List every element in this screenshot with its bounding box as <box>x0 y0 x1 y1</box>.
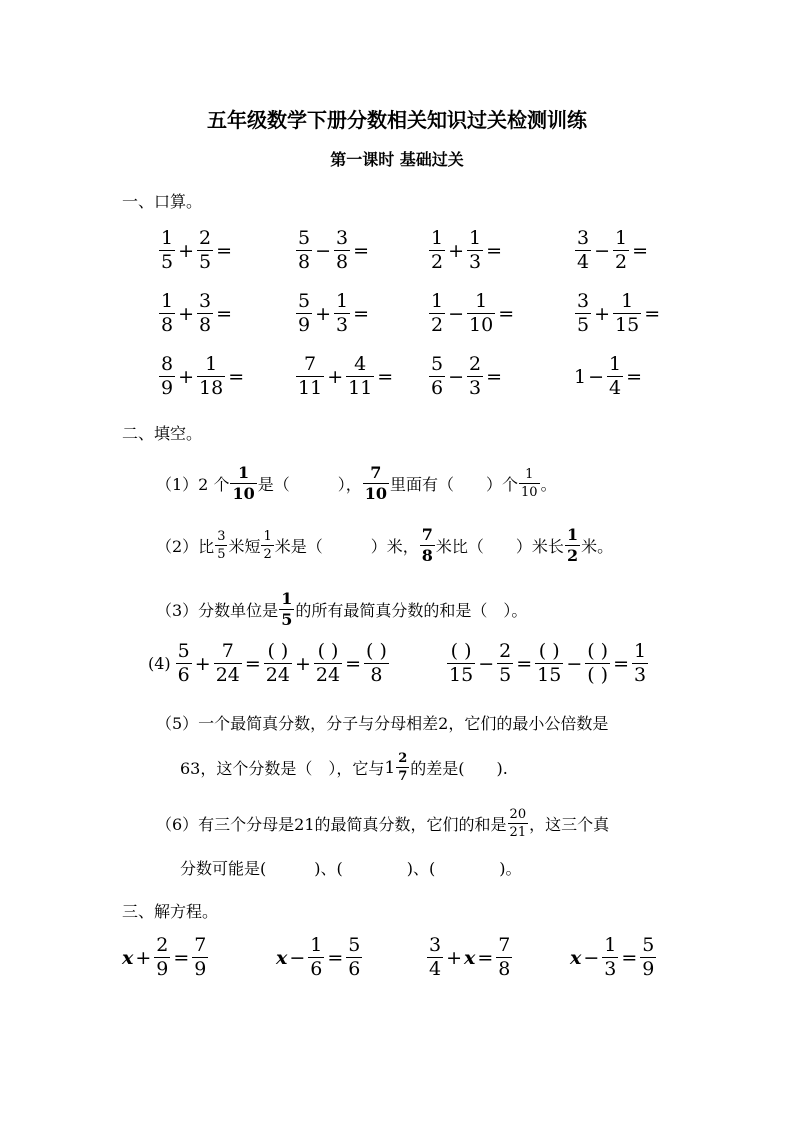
fill-question-6-line1 <box>156 808 609 839</box>
fraction <box>308 936 324 979</box>
mental-math-problem <box>574 355 644 398</box>
fraction <box>497 642 513 685</box>
denominator: 15 <box>449 664 474 686</box>
numerator-blank: ( ) <box>267 640 289 662</box>
denominator: 24 <box>315 664 341 686</box>
denominator: 3 <box>634 664 647 686</box>
fraction <box>632 642 648 685</box>
denominator: 15 <box>615 314 640 336</box>
numerator: 3 <box>577 290 590 312</box>
operator: + <box>135 946 152 969</box>
operator: − <box>478 652 495 675</box>
equals-sign: = <box>173 946 190 969</box>
numerator: 1 <box>238 463 250 482</box>
q3-text-b: 的所有最简真分数的和是（ ）。 <box>295 601 528 620</box>
denominator: 3 <box>469 251 482 273</box>
denominator: 6 <box>310 958 323 980</box>
fraction <box>296 229 312 272</box>
mental-math-problem <box>428 292 516 335</box>
fraction <box>214 642 242 685</box>
equals-sign: = <box>477 946 494 969</box>
denominator: 8 <box>421 546 433 565</box>
fraction-bar <box>519 483 540 484</box>
numerator: 3 <box>199 290 212 312</box>
equals-sign: = <box>621 946 638 969</box>
fraction <box>575 229 591 272</box>
denominator: 9 <box>194 958 207 980</box>
mental-math-problem <box>295 292 371 335</box>
denominator: 5 <box>281 610 293 629</box>
denominator: 2 <box>566 546 579 565</box>
equals-sign: = <box>516 652 533 675</box>
numerator: 5 <box>642 934 655 956</box>
equals-sign: = <box>353 302 370 325</box>
fill-question-6-line2: 分数可能是( )、( )、( )。 <box>180 859 522 878</box>
denominator: 9 <box>161 377 174 399</box>
denominator: 5 <box>217 547 226 562</box>
operator: − <box>594 239 611 262</box>
mental-math-problem <box>428 229 504 272</box>
numerator: 1 <box>281 589 293 608</box>
denominator: 10 <box>364 484 387 503</box>
fraction <box>565 527 580 564</box>
numerator: 3 <box>217 529 226 544</box>
fraction <box>467 292 495 335</box>
fill-question-2 <box>156 527 613 564</box>
numerator: 3 <box>429 934 442 956</box>
fraction <box>334 292 350 335</box>
numerator-blank: ( ) <box>538 640 560 662</box>
denominator: 8 <box>298 251 311 273</box>
equals-sign: = <box>613 652 630 675</box>
fraction <box>176 642 192 685</box>
numerator: 5 <box>348 934 361 956</box>
numerator: 1 <box>431 227 444 249</box>
fraction <box>613 229 629 272</box>
fraction-bar <box>508 823 529 824</box>
variable-x: x <box>276 946 288 969</box>
numerator: 5 <box>177 640 190 662</box>
numerator: 7 <box>421 525 433 544</box>
fraction <box>346 355 374 398</box>
operator: + <box>178 365 195 388</box>
numerator: 1 <box>431 290 444 312</box>
denominator: 24 <box>215 664 240 686</box>
denominator: 8 <box>336 251 349 273</box>
variable-x: x <box>464 946 476 969</box>
fraction <box>640 936 656 979</box>
denominator: 24 <box>265 664 290 686</box>
numerator: 1 <box>604 934 617 956</box>
denominator: 2 <box>615 251 628 273</box>
denominator: 4 <box>577 251 590 273</box>
denominator: 6 <box>348 958 361 980</box>
denominator: 5 <box>499 664 512 686</box>
q1-text-b: 是（ ）， <box>257 475 362 494</box>
fraction <box>159 229 175 272</box>
denominator: 2 <box>431 314 444 336</box>
denominator: 3 <box>336 314 349 336</box>
q3-text-a: （3）分数单位是 <box>156 601 279 620</box>
section1-heading: 一、口算。 <box>122 192 203 211</box>
fraction <box>159 292 175 335</box>
numerator: 1 <box>475 290 488 312</box>
whole-number: 1 <box>574 365 587 388</box>
numerator: 1 <box>525 467 534 482</box>
q1-text-c: 里面有（ ）个 <box>390 475 519 494</box>
fraction <box>197 292 213 335</box>
fraction <box>364 642 389 685</box>
section3-heading: 三、解方程。 <box>122 902 219 921</box>
denominator: 10 <box>469 314 494 336</box>
fraction <box>159 355 175 398</box>
equation-1 <box>122 936 209 979</box>
numerator: 7 <box>370 463 382 482</box>
numerator: 20 <box>509 807 527 822</box>
operator: + <box>178 239 195 262</box>
q5-text-a: 63，这个分数是（ ），它与 <box>180 759 385 778</box>
equals-sign: = <box>327 946 344 969</box>
q6-text-b: ，这三个真 <box>529 815 610 834</box>
operator: + <box>194 652 211 675</box>
variable-x: x <box>122 946 134 969</box>
q5-text-b: 的差是( ). <box>410 759 508 778</box>
denominator: 10 <box>521 485 538 500</box>
mental-math-problem <box>295 229 371 272</box>
denominator: 3 <box>469 377 482 399</box>
equation-2 <box>276 936 363 979</box>
numerator-blank: ( ) <box>450 640 472 662</box>
numerator: 2 <box>398 751 408 766</box>
page-subtitle: 第一课时 基础过关 <box>330 150 464 169</box>
fraction <box>585 642 610 685</box>
fraction <box>346 936 362 979</box>
denominator: 8 <box>199 314 212 336</box>
fraction <box>197 229 213 272</box>
denominator: 10 <box>232 484 255 503</box>
q4-label: (4) <box>148 654 171 673</box>
fraction <box>314 642 342 685</box>
denominator: 9 <box>156 958 169 980</box>
variable-x: x <box>570 946 582 969</box>
mental-math-problem <box>158 355 246 398</box>
mental-math-problem <box>428 355 504 398</box>
equals-sign: = <box>486 239 503 262</box>
denominator: 3 <box>604 958 617 980</box>
equals-sign: = <box>377 365 394 388</box>
numerator: 1 <box>205 353 218 375</box>
mixed-whole: 1 <box>384 757 396 778</box>
equation-3 <box>426 936 513 979</box>
denominator: 21 <box>509 825 527 840</box>
fraction <box>607 355 623 398</box>
denominator: 8 <box>370 664 383 686</box>
numerator: 5 <box>298 290 311 312</box>
fraction <box>279 591 294 628</box>
denominator: 5 <box>199 251 212 273</box>
numerator: 1 <box>566 525 579 544</box>
equals-sign: = <box>216 239 233 262</box>
q1-text-a: （1）2 个 <box>156 475 230 494</box>
operator: − <box>315 239 332 262</box>
equals-sign: = <box>498 302 515 325</box>
numerator: 8 <box>161 353 174 375</box>
fraction <box>496 936 512 979</box>
q1-text-e: 。 <box>540 475 557 494</box>
operator: − <box>448 365 465 388</box>
fraction <box>215 530 227 561</box>
fraction <box>396 752 409 783</box>
fraction <box>261 530 273 561</box>
numerator: 1 <box>469 227 482 249</box>
fraction <box>420 527 435 564</box>
numerator: 7 <box>304 353 317 375</box>
operator: + <box>448 239 465 262</box>
numerator: 1 <box>161 227 174 249</box>
equals-sign: = <box>644 302 661 325</box>
numerator: 1 <box>609 353 622 375</box>
numerator: 1 <box>634 640 647 662</box>
denominator: 4 <box>429 958 442 980</box>
fill-question-4-left <box>148 642 390 685</box>
fraction <box>467 355 483 398</box>
equals-sign: = <box>353 239 370 262</box>
numerator: 3 <box>577 227 590 249</box>
numerator: 1 <box>161 290 174 312</box>
numerator: 4 <box>354 353 367 375</box>
equation-4 <box>570 936 657 979</box>
denominator: 6 <box>431 377 444 399</box>
q2-text-g: 米。 <box>581 537 614 556</box>
numerator: 1 <box>310 934 323 956</box>
fraction <box>613 292 641 335</box>
fraction <box>535 642 563 685</box>
fraction <box>467 229 483 272</box>
page-title: 五年级数学下册分数相关知识过关检测训练 <box>207 108 587 132</box>
operator: − <box>289 946 306 969</box>
operator: + <box>446 946 463 969</box>
fraction <box>192 936 208 979</box>
mental-math-problem <box>574 292 662 335</box>
denominator: 8 <box>498 958 511 980</box>
denominator: 4 <box>609 377 622 399</box>
denominator: 2 <box>263 547 272 562</box>
equals-sign: = <box>626 365 643 388</box>
fraction <box>296 292 312 335</box>
denominator-blank: ( ) <box>587 664 609 686</box>
numerator-blank: ( ) <box>317 640 339 662</box>
denominator: 11 <box>348 377 373 399</box>
operator: + <box>315 302 332 325</box>
fraction <box>296 355 324 398</box>
fill-question-4-right <box>446 642 649 685</box>
section2-heading: 二、填空。 <box>122 424 203 443</box>
operator: + <box>327 365 344 388</box>
numerator: 3 <box>336 227 349 249</box>
fraction <box>429 229 445 272</box>
operator: − <box>588 365 605 388</box>
equals-sign: = <box>345 652 362 675</box>
fraction <box>427 936 443 979</box>
denominator: 7 <box>398 769 408 784</box>
numerator: 2 <box>469 353 482 375</box>
denominator: 2 <box>431 251 444 273</box>
equals-sign: = <box>216 302 233 325</box>
equals-sign: = <box>632 239 649 262</box>
denominator: 18 <box>199 377 224 399</box>
denominator: 9 <box>642 958 655 980</box>
mixed-number <box>384 752 410 783</box>
operator: + <box>294 652 311 675</box>
operator: − <box>566 652 583 675</box>
numerator: 2 <box>156 934 169 956</box>
denominator: 8 <box>161 314 174 336</box>
fill-question-3 <box>156 591 527 628</box>
q2-text-b: 米短 <box>228 537 261 556</box>
numerator-blank: ( ) <box>587 640 609 662</box>
mental-math-problem <box>295 355 395 398</box>
numerator: 7 <box>221 640 234 662</box>
equals-sign: = <box>486 365 503 388</box>
equals-sign: = <box>228 365 245 388</box>
fraction <box>154 936 170 979</box>
operator: + <box>178 302 195 325</box>
numerator: 5 <box>431 353 444 375</box>
fraction <box>429 355 445 398</box>
numerator: 5 <box>298 227 311 249</box>
denominator: 9 <box>298 314 311 336</box>
mental-math-problem <box>574 229 650 272</box>
fraction <box>334 229 350 272</box>
numerator: 2 <box>199 227 212 249</box>
operator: + <box>594 302 611 325</box>
operator: − <box>448 302 465 325</box>
fraction <box>429 292 445 335</box>
operator: − <box>583 946 600 969</box>
numerator: 7 <box>498 934 511 956</box>
denominator: 6 <box>177 664 190 686</box>
fill-question-1 <box>156 465 557 502</box>
numerator: 1 <box>621 290 634 312</box>
equals-sign: = <box>244 652 261 675</box>
denominator: 5 <box>577 314 590 336</box>
q2-text-c: 米是（ ）米， <box>274 537 419 556</box>
fraction <box>197 355 225 398</box>
fraction <box>508 808 529 839</box>
denominator: 11 <box>298 377 323 399</box>
q2-text-e: 米比（ ）米长 <box>435 537 564 556</box>
numerator: 1 <box>336 290 349 312</box>
fraction <box>575 292 591 335</box>
numerator-blank: ( ) <box>366 640 387 662</box>
mental-math-problem <box>158 292 234 335</box>
q2-text-a: （2）比 <box>156 537 215 556</box>
fraction <box>363 465 389 502</box>
numerator: 7 <box>194 934 207 956</box>
fraction <box>264 642 292 685</box>
numerator: 1 <box>615 227 628 249</box>
q6-text-a: （6）有三个分母是21的最简真分数，它们的和是 <box>156 815 507 834</box>
numerator: 1 <box>263 529 272 544</box>
denominator: 15 <box>537 664 562 686</box>
fill-question-5-line1: （5）一个最简真分数，分子与分母相差2，它们的最小公倍数是 <box>156 714 609 733</box>
fraction <box>447 642 475 685</box>
fill-question-5-line2 <box>180 752 508 783</box>
mental-math-problem <box>158 229 234 272</box>
fraction <box>230 465 256 502</box>
fraction <box>602 936 618 979</box>
fraction-bar <box>396 767 409 768</box>
fraction-bar <box>215 545 227 546</box>
numerator: 2 <box>499 640 512 662</box>
fraction <box>519 468 540 499</box>
denominator: 5 <box>161 251 174 273</box>
fraction-bar <box>261 545 273 546</box>
